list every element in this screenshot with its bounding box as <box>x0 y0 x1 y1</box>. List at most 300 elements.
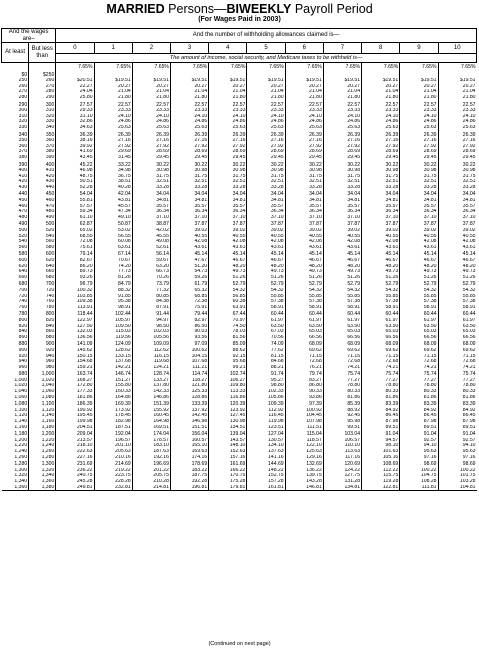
table-row <box>2 400 477 408</box>
tax-amount-cell: 29.45 <box>323 155 361 161</box>
tax-amount-cell: 68.09 <box>362 340 400 348</box>
tax-amount-cell: 65.02 <box>56 228 94 234</box>
tax-amount-cell: 57.38 <box>362 299 400 305</box>
tax-amount-cell: 51.26 <box>400 275 438 281</box>
at-least-cell: 940 <box>18 359 28 365</box>
tax-amount-cell: 43.61 <box>323 245 361 251</box>
tax-amount-cell: 29.45 <box>362 155 400 161</box>
table-row <box>2 190 477 198</box>
tax-amount-cell: 127.04 <box>247 430 285 438</box>
tax-amount-cell: 26.39 <box>285 131 323 139</box>
tax-amount-cell: 27.16 <box>247 138 285 144</box>
tax-amount-cell: 42.08 <box>323 239 361 245</box>
tax-amount-cell: 192.28 <box>170 479 208 485</box>
tax-amount-cell: 22.57 <box>362 101 400 109</box>
tax-amount-cell: 34.81 <box>247 198 285 204</box>
tax-amount-cell: 98.69 <box>438 460 477 468</box>
tax-amount-cell: 100.92 <box>285 408 323 414</box>
at-least-cell: 1,280 <box>14 461 28 468</box>
but-less-than-cell: 270 <box>29 84 56 90</box>
tax-amount-cell: 61.97 <box>438 318 477 324</box>
tax-amount-cell: 49.73 <box>362 269 400 275</box>
tax-amount-cell: 28.69 <box>170 149 208 155</box>
tax-amount-cell: 24.10 <box>362 114 400 120</box>
tax-amount-cell: 109.38 <box>56 299 94 305</box>
tax-amount-cell: 81.15 <box>247 354 285 360</box>
tax-amount-cell: 33.28 <box>209 185 247 191</box>
at-least-cell: 490 <box>18 221 28 228</box>
but-less-than-cell: 1,360 <box>29 479 56 485</box>
tax-amount-cell: 60.44 <box>285 310 323 318</box>
but-less-than-cell: 340 <box>29 125 56 131</box>
but-less-than-cell: 490 <box>29 215 56 221</box>
tax-amount-cell: 112.22 <box>362 468 400 474</box>
tax-amount-cell: 34.81 <box>323 198 361 204</box>
tax-amount-cell: 24.10 <box>400 114 438 120</box>
table-title <box>0 3 479 16</box>
tax-amount-cell: 37.10 <box>400 215 438 221</box>
tax-amount-cell: 23.33 <box>323 108 361 114</box>
tax-amount-cell: 67.03 <box>247 329 285 335</box>
tax-amount-cell: 38.16 <box>56 138 94 144</box>
tax-amount-cell: 30.98 <box>132 168 170 174</box>
tax-amount-cell: 78.80 <box>323 383 361 389</box>
tax-amount-cell: 61.97 <box>285 318 323 324</box>
tax-amount-cell: 139.04 <box>209 430 247 438</box>
tax-amount-cell: 124.09 <box>94 340 132 348</box>
tax-amount-cell: 169.51 <box>132 425 170 431</box>
table-body <box>2 63 477 491</box>
tax-amount-cell: 68.09 <box>323 340 361 348</box>
tax-amount-cell: 54.32 <box>285 288 323 294</box>
at-least-cell: 700 <box>18 287 28 293</box>
allowance-header-6: 6 <box>285 43 323 54</box>
tax-amount-cell: 122.10 <box>285 443 323 449</box>
tax-amount-cell: 24.86 <box>400 119 438 125</box>
tax-amount-cell: 24.10 <box>247 114 285 120</box>
tax-amount-cell: 79.74 <box>285 370 323 378</box>
at-least-cell: 960 <box>18 364 28 370</box>
tax-amount-cell: 63.61 <box>94 245 132 251</box>
tax-amount-cell: 35.57 <box>323 204 361 210</box>
table-row <box>2 280 477 288</box>
tax-amount-cell: 27.16 <box>170 138 208 144</box>
tax-amount-cell: 72.68 <box>362 359 400 365</box>
tax-amount-cell: 52.28 <box>56 185 94 191</box>
tax-amount-cell: 109.39 <box>247 400 285 408</box>
tax-amount-cell: 34.04 <box>247 190 285 198</box>
tax-amount-cell: 27.92 <box>170 144 208 150</box>
tax-amount-cell: 84.68 <box>247 359 285 365</box>
tax-amount-cell: 134.81 <box>323 485 361 491</box>
tax-amount-cell: 105.86 <box>247 395 285 401</box>
tax-amount-cell: 109.50 <box>94 324 132 330</box>
but-less-than-cell: 460 <box>29 198 56 204</box>
tax-amount-cell: 21.04 <box>132 89 170 95</box>
tax-amount-cell: 21.80 <box>94 95 132 101</box>
table-row <box>2 370 477 378</box>
tax-amount-cell: 231.69 <box>56 460 94 468</box>
tax-amount-cell: 41.69 <box>56 149 94 155</box>
tax-amount-cell: 78.03 <box>209 329 247 335</box>
tax-amount-cell: 24.10 <box>94 114 132 120</box>
tax-amount-cell: 86.45 <box>362 413 400 419</box>
tax-amount-cell: 21.04 <box>323 89 361 95</box>
table-row <box>2 161 477 169</box>
tax-amount-cell: 56.85 <box>209 294 247 300</box>
tax-amount-cell: 49.73 <box>400 269 438 275</box>
tax-amount-cell: 24.86 <box>209 119 247 125</box>
tax-amount-cell: 77.62 <box>247 348 285 354</box>
table-row <box>2 310 477 318</box>
tax-amount-cell: 81.86 <box>400 395 438 401</box>
tax-amount-cell: 29.45 <box>285 155 323 161</box>
but-less-than-cell: 400 <box>29 161 56 169</box>
tax-amount-cell: 20.27 <box>247 84 285 90</box>
tax-amount-cell: 84.92 <box>362 408 400 414</box>
tax-amount-cell: 40.55 <box>170 234 208 240</box>
tax-amount-cell: 20.27 <box>170 84 208 90</box>
tax-amount-cell: 63.50 <box>323 324 361 330</box>
tax-amount-cell: 40.55 <box>209 234 247 240</box>
tax-amount-cell: 98.50 <box>132 324 170 330</box>
tax-amount-cell: 27.16 <box>209 138 247 144</box>
tax-amount-cell: 133.15 <box>94 354 132 360</box>
at-least-cell: 800 <box>18 317 28 323</box>
tax-amount-cell: 91.04 <box>362 430 400 438</box>
at-least-cell: 1,340 <box>14 478 28 484</box>
but-less-than-cell: 1,140 <box>29 413 56 419</box>
at-least-cell: 310 <box>18 113 28 119</box>
percent-cell: 7.65% <box>323 63 361 71</box>
tax-amount-cell: 49.10 <box>94 215 132 221</box>
tax-amount-cell: 79.14 <box>56 250 94 258</box>
but-less-than-cell: 1,380 <box>29 485 56 491</box>
but-less-than-cell: 780 <box>29 305 56 311</box>
but-less-than-cell: 1,100 <box>29 400 56 408</box>
tax-amount-cell: 24.10 <box>438 114 477 120</box>
tax-amount-cell: 96.79 <box>56 280 94 288</box>
tax-amount-cell: 104.45 <box>285 413 323 419</box>
tax-amount-cell: 22.57 <box>400 101 438 109</box>
tax-amount-cell: 39.02 <box>285 228 323 234</box>
tax-amount-cell: 32.51 <box>323 179 361 185</box>
tax-amount-cell: 55.81 <box>56 198 94 204</box>
tax-amount-cell: 33.28 <box>285 185 323 191</box>
tax-amount-cell: 80.33 <box>438 389 477 395</box>
allowance-header-1: 1 <box>94 43 132 54</box>
tax-amount-cell: 34.04 <box>400 190 438 198</box>
tax-amount-cell: 115.03 <box>94 329 132 335</box>
but-less-than-cell: 860 <box>29 329 56 335</box>
tax-amount-cell: 42.08 <box>247 239 285 245</box>
table-row <box>2 460 477 468</box>
continued-note: (Continued on next page) <box>208 641 271 647</box>
tax-amount-cell: 36.34 <box>170 209 208 215</box>
tax-amount-cell: 97.39 <box>285 400 323 408</box>
tax-amount-cell: 152.75 <box>247 473 285 479</box>
tax-amount-cell: 146.74 <box>94 370 132 378</box>
tax-amount-cell: 77.73 <box>94 269 132 275</box>
at-least-cell: 620 <box>18 263 28 269</box>
tax-amount-cell: 22.57 <box>94 101 132 109</box>
tax-amount-cell: 45.14 <box>170 250 208 258</box>
at-least-cell: 1,160 <box>14 424 28 430</box>
tax-amount-cell: 61.97 <box>400 318 438 324</box>
but-less-than-cell: 1,000 <box>29 370 56 378</box>
tax-amount-cell: 30.98 <box>247 168 285 174</box>
tax-amount-cell: 236.22 <box>56 468 94 474</box>
tax-amount-cell: 75.74 <box>438 370 477 378</box>
tax-amount-cell: 118.57 <box>285 438 323 444</box>
tax-amount-cell: 71.15 <box>438 354 477 360</box>
at-least-cell: 820 <box>18 323 28 329</box>
at-least-cell: 270 <box>18 89 28 95</box>
tax-amount-cell: 65.32 <box>170 288 208 294</box>
tax-amount-cell: 65.03 <box>323 329 361 335</box>
tax-amount-cell: 97.09 <box>170 340 208 348</box>
tax-amount-cell: 150.15 <box>56 354 94 360</box>
tax-amount-cell: 34.81 <box>170 198 208 204</box>
tax-amount-cell: 83.39 <box>362 400 400 408</box>
tax-amount-cell: 210.16 <box>94 455 132 461</box>
tax-amount-cell: 178.45 <box>94 413 132 419</box>
tax-amount-cell: 119.68 <box>132 359 170 365</box>
tax-amount-cell: 66.56 <box>400 335 438 341</box>
tax-amount-cell: 102.74 <box>209 370 247 378</box>
tax-amount-cell <box>362 71 400 79</box>
but-less-than-cell: 900 <box>29 340 56 348</box>
but-less-than-cell: 740 <box>29 294 56 300</box>
but-less-than-cell: 480 <box>29 209 56 215</box>
at-least-cell: 450 <box>18 198 28 204</box>
tax-amount-cell: 46.67 <box>400 258 438 264</box>
tax-amount-cell: $19.51 <box>247 78 285 84</box>
tax-amount-cell: 26.39 <box>323 131 361 139</box>
at-least-cell: 410 <box>18 173 28 179</box>
tax-amount-cell: 58.91 <box>400 305 438 311</box>
tax-amount-cell: 143.57 <box>209 438 247 444</box>
tax-amount-cell: 42.08 <box>209 239 247 245</box>
tax-amount-cell: 33.28 <box>247 185 285 191</box>
tax-amount-cell: 34.04 <box>438 190 477 198</box>
tax-amount-cell: 196.57 <box>94 438 132 444</box>
at-least-cell: 720 <box>18 293 28 299</box>
but-less-than-cell: 580 <box>29 245 56 251</box>
tax-amount-cell: 22.57 <box>285 101 323 109</box>
title-payroll-period: Payroll Period <box>291 2 373 16</box>
at-least-cell: 900 <box>18 347 28 353</box>
allowances-header: And the number of withholding allowances claimed is— <box>56 29 477 43</box>
tax-amount-cell: 65.03 <box>400 329 438 335</box>
tax-amount-cell: 51.26 <box>247 275 285 281</box>
tax-amount-cell: 27.16 <box>285 138 323 144</box>
tax-amount-cell: 53.02 <box>94 228 132 234</box>
tax-amount-cell: 34.81 <box>132 198 170 204</box>
at-least-cell: 250 <box>18 78 28 84</box>
tax-amount-cell: 27.92 <box>209 144 247 150</box>
tax-amount-cell: 37.87 <box>438 220 477 228</box>
tax-amount-cell: 46.67 <box>209 258 247 264</box>
tax-amount-cell: 68.09 <box>438 340 477 348</box>
tax-amount-cell: 114.74 <box>170 370 208 378</box>
tax-amount-cell: 73.79 <box>132 280 170 288</box>
tax-amount-cell: 49.73 <box>285 269 323 275</box>
but-less-than-cell: 760 <box>29 299 56 305</box>
tax-amount-cell: 24.86 <box>132 119 170 125</box>
allowance-header-8: 8 <box>362 43 400 54</box>
tax-amount-cell: 86.20 <box>56 264 94 270</box>
tax-amount-cell: 42.08 <box>438 239 477 245</box>
tax-amount-cell: 74.20 <box>94 264 132 270</box>
tax-amount-cell: 31.75 <box>285 174 323 180</box>
tax-amount-cell: 31.75 <box>362 174 400 180</box>
tax-amount-cell: 146.86 <box>132 395 170 401</box>
tax-amount-cell: 43.81 <box>94 198 132 204</box>
tax-amount-cell: 28.69 <box>400 149 438 155</box>
tax-amount-cell: 95.63 <box>438 449 477 455</box>
but-less-than-cell: 300 <box>29 101 56 109</box>
tax-amount-cell: 127.45 <box>209 413 247 419</box>
tax-amount-cell: 30.22 <box>362 161 400 169</box>
tax-amount-cell: 27.92 <box>400 144 438 150</box>
at-least-cell: 1,220 <box>14 443 28 449</box>
tax-amount-cell: 21.80 <box>362 95 400 101</box>
tax-amount-cell: 154.68 <box>56 359 94 365</box>
tax-amount-cell: 210.28 <box>132 479 170 485</box>
tax-amount-cell: 24.10 <box>285 114 323 120</box>
but-less-than-cell: 980 <box>29 365 56 371</box>
tax-amount-cell: 107.98 <box>285 419 323 425</box>
tax-amount-cell: 50.51 <box>56 179 94 185</box>
tax-amount-cell: 57.57 <box>56 204 94 210</box>
at-least-cell: 440 <box>18 191 28 198</box>
tax-amount-cell: 46.67 <box>438 258 477 264</box>
but-less-than-header: But less than <box>29 43 56 63</box>
tax-amount-cell: 63.20 <box>132 264 170 270</box>
tax-amount-cell: 27.92 <box>362 144 400 150</box>
tax-amount-cell: 50.87 <box>94 220 132 228</box>
tax-amount-cell: 222.63 <box>56 449 94 455</box>
tax-amount-cell: 21.80 <box>209 95 247 101</box>
tax-amount-cell: 80.33 <box>323 389 361 395</box>
tax-amount-cell: 26.39 <box>209 131 247 139</box>
tax-amount-cell: 34.04 <box>285 190 323 198</box>
but-less-than-cell: 290 <box>29 95 56 101</box>
tax-amount-cell: 45.14 <box>400 250 438 258</box>
tax-amount-cell: 35.57 <box>362 204 400 210</box>
tax-amount-cell: 31.75 <box>438 174 477 180</box>
tax-amount-cell: 63.50 <box>285 324 323 330</box>
tax-amount-cell: 119.56 <box>94 335 132 341</box>
tax-amount-cell: 125.63 <box>285 449 323 455</box>
tax-amount-cell: 155.92 <box>132 408 170 414</box>
tax-amount-cell: 49.08 <box>132 239 170 245</box>
tax-amount-cell: 160.33 <box>94 389 132 395</box>
tax-amount-cell: 21.80 <box>247 95 285 101</box>
tax-amount-cell: 69.62 <box>362 348 400 354</box>
tax-amount-cell: 100.62 <box>170 348 208 354</box>
tax-amount-cell: 21.80 <box>132 95 170 101</box>
tax-amount-cell: 111.51 <box>285 425 323 431</box>
tax-amount-cell: 74.21 <box>400 365 438 371</box>
tax-amount-cell: 127.75 <box>323 473 361 479</box>
tax-amount-cell: 164.86 <box>94 395 132 401</box>
tax-amount-cell: 144.69 <box>247 460 285 468</box>
tax-amount-cell: 26.39 <box>247 131 285 139</box>
tax-amount-cell: 37.10 <box>247 215 285 221</box>
at-least-cell: 500 <box>18 228 28 234</box>
tax-amount-cell: 20.27 <box>209 84 247 90</box>
but-less-than-cell: 1,160 <box>29 419 56 425</box>
tax-amount-cell: 130.98 <box>209 419 247 425</box>
at-least-cell: 1,060 <box>14 394 28 400</box>
tax-amount-cell: 97.16 <box>438 455 477 461</box>
tax-amount-cell: 63.50 <box>247 324 285 330</box>
tax-amount-cell: 21.80 <box>400 95 438 101</box>
at-least-cell: 1,140 <box>14 419 28 425</box>
tax-amount-cell: 40.55 <box>400 234 438 240</box>
tax-amount-cell: 25.63 <box>362 125 400 131</box>
tax-amount-cell: 40.55 <box>438 234 477 240</box>
tax-amount-cell: 88.62 <box>209 348 247 354</box>
tax-amount-cell: 161.69 <box>209 460 247 468</box>
tax-amount-cell: 76.21 <box>285 365 323 371</box>
tax-amount-cell: 115.75 <box>362 473 400 479</box>
tax-amount-cell: 33.28 <box>170 185 208 191</box>
at-least-cell: 1,200 <box>14 437 28 443</box>
tax-amount-cell: 127.50 <box>56 324 94 330</box>
but-less-than-cell: $250 <box>29 71 56 79</box>
tax-amount-cell: 122.81 <box>362 485 400 491</box>
tax-amount-cell: 81.86 <box>323 395 361 401</box>
tax-amount-cell: 57.38 <box>247 299 285 305</box>
at-least-cell: 280 <box>18 94 28 100</box>
tax-amount-cell: 132.69 <box>285 460 323 468</box>
tax-amount-cell: 29.45 <box>247 155 285 161</box>
tax-amount-cell: 123.92 <box>209 408 247 414</box>
at-least-cell: 470 <box>18 209 28 215</box>
tax-amount-cell: 128.74 <box>132 370 170 378</box>
tax-amount-cell: 164.98 <box>132 419 170 425</box>
tax-amount-cell: 67.14 <box>94 250 132 258</box>
tax-amount-cell: 134.10 <box>247 443 285 449</box>
tax-amount-cell: 51.26 <box>362 275 400 281</box>
tax-amount-cell: 46.67 <box>323 258 361 264</box>
but-less-than-cell: 620 <box>29 258 56 264</box>
tax-amount-cell: 91.44 <box>132 310 170 318</box>
tax-amount-cell: 61.10 <box>56 215 94 221</box>
but-less-than-cell: 1,040 <box>29 383 56 389</box>
tax-amount-cell: 33.28 <box>438 185 477 191</box>
tax-amount-cell: 20.27 <box>132 84 170 90</box>
tax-amount-cell: 116.45 <box>247 413 285 419</box>
at-least-cell: 350 <box>18 138 28 144</box>
tax-amount-cell: 55.85 <box>323 294 361 300</box>
tax-amount-cell: 56.14 <box>132 250 170 258</box>
tax-amount-cell <box>400 71 438 79</box>
tax-amount-cell: 26.39 <box>94 131 132 139</box>
tax-amount-cell: 156.04 <box>170 430 208 438</box>
tax-amount-cell: 91.74 <box>247 370 285 378</box>
but-less-than-cell: 1,120 <box>29 408 56 414</box>
tax-amount-cell: 38.51 <box>94 179 132 185</box>
percent-cell: 7.65% <box>94 63 132 71</box>
tax-amount-cell: 107.68 <box>170 359 208 365</box>
but-less-than-cell: 380 <box>29 149 56 155</box>
tax-amount-cell: 39.02 <box>362 228 400 234</box>
tax-amount-cell: 81.56 <box>209 335 247 341</box>
